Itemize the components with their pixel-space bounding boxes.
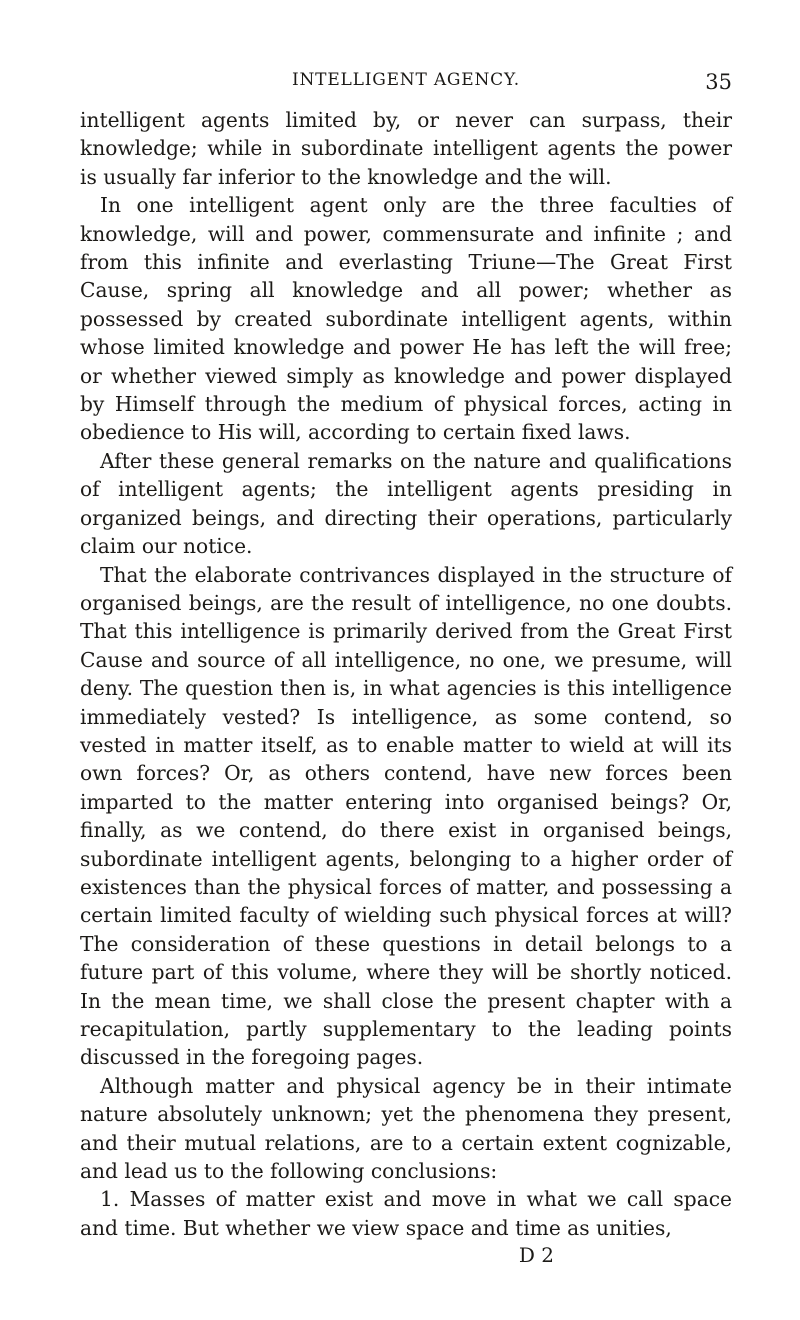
signature-mark: D 2 bbox=[518, 1243, 554, 1268]
paragraph: In one intelligent agent only are the three faculties of knowledge, will and power, commensurate and infinite ; and from this infinite and everlasting Triune—The Great First Cause, spring all knowledge and all power; whether as possessed by created subordinate intelligent agents, within whose limited knowledge and power He has left the will free; or whether viewed simply as knowledge and power displayed by Himself through the medium of physical forces, acting in obedience to His will, according to certain fixed laws. bbox=[80, 193, 732, 445]
paragraph: intelligent agents limited by, or never can surpass, their knowledge; while in subordinate intelligent agents the power is usually far inferior to the knowledge and the will. bbox=[80, 108, 732, 189]
body-text bbox=[80, 106, 732, 1242]
paragraph: 1. Masses of matter exist and move in what we call space and time. But whether we view space and time as unities, bbox=[80, 1187, 732, 1240]
paragraph: Although matter and physical agency be in their intimate nature absolutely unknown; yet the phenomena they present, and their mutual relations, are to a certain extent cognizable, and lead us to the following conclusions: bbox=[80, 1073, 732, 1184]
page-header bbox=[80, 70, 732, 102]
paragraph: After these general remarks on the nature and qualifications of intelligent agents; the intelligent agents presiding in organized beings, and directing their operations, particularly claim our notice. bbox=[80, 448, 732, 559]
paragraph: That the elaborate contrivances displayed in the structure of organised beings, are the result of intelligence, no one doubts. That this intelligence is primarily derived from the Great First Cause and source of all intelligence, no one, we presume, will deny. The question then is, in what agencies is this intelligence immediately vested? Is intelligence, as some contend, so vested in matter itself, as to enable matter to wield at will its own forces? Or, as others contend, have new forces been imparted to the matter entering into organised beings? Or, finally, as we contend, do there exist in organised beings, subordinate intelligent agents, belonging to a higher order of existences than the physical forces of matter, and possessing a certain limited faculty of wielding such physical forces at will? The consideration of these questions in detail belongs to a future part of this volume, where they will be shortly noticed. In the mean time, we shall close the present chapter with a recapitulation, partly supplementary to the leading points discussed in the foregoing pages. bbox=[80, 562, 732, 1070]
book-page bbox=[80, 70, 732, 1268]
running-title: INTELLIGENT AGENCY. bbox=[291, 70, 521, 90]
page-number: 35 bbox=[705, 70, 732, 94]
